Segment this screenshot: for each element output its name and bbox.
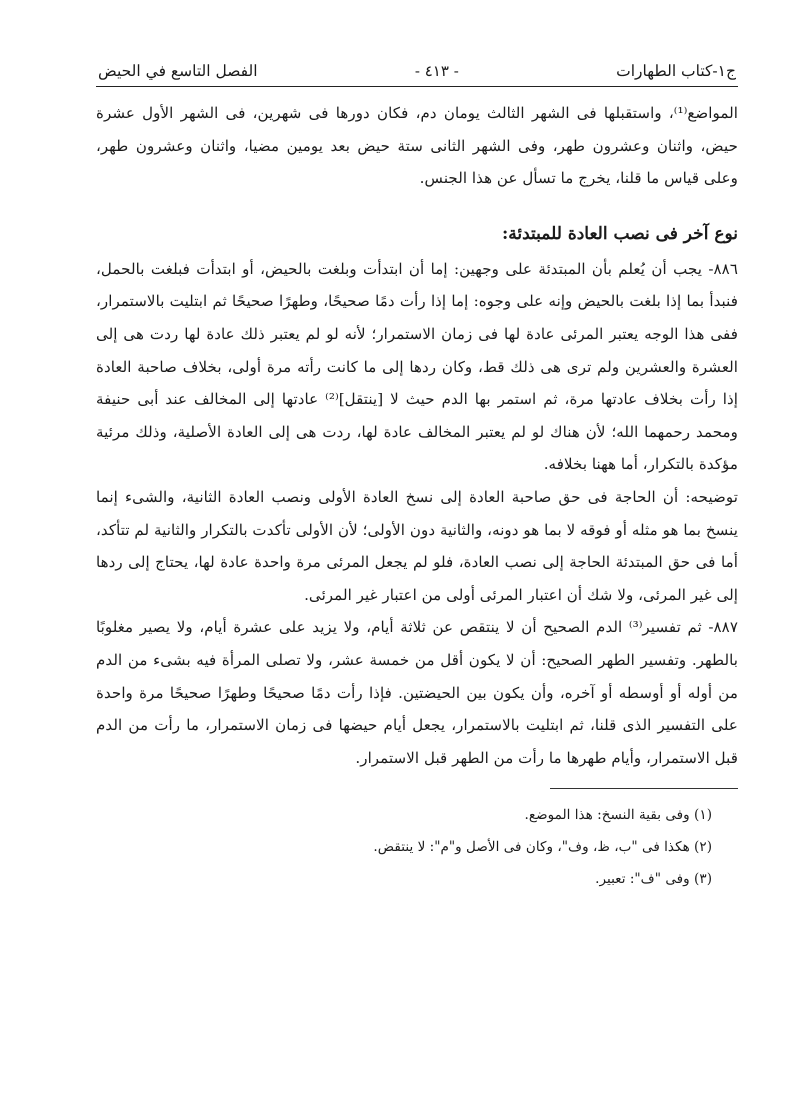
paragraph-887: ٨٨٧- ثم تفسير⁽³⁾ الدم الصحيح أن لا ينتقص عن ثلاثة أيام، ولا يزيد على عشرة أيام، ولا يصير مغلوبًا بالطهر. وتفسير الطهر الصحيح: أن لا يكون أقل من خمسة عشر، ولا تصلى المرأة فيه بشىء من الدم من أوله أو أوسطه أو آخره، وأن يكون بين الحيضتين. فإذا رأت دمًا صحيحًا وطهرًا صحيحًا مرة واحدة على التفسير الذى قلنا، ثم ابتليت بالاستمرار، يجعل أيام حيضها فى زمان الاستمرار، ما رأت من الدم قبل الاستمرار، وأيام طهرها ما رأت من الطهر قبل الاستمرار. <box>96 618 738 767</box>
book-title: ج١-كتاب الطهارات <box>616 62 736 80</box>
book-page <box>96 60 738 895</box>
paragraph-explanation: توضيحه: أن الحاجة فى حق صاحبة العادة إلى نسخ العادة الأولى ونصب العادة الثانية، والشىء إنما ينسخ بما هو مثله أو فوقه لا بما هو دونه، والثانية دون الأولى؛ لأن الأولى تأكدت بالتكرار والثانية لم تتأكد، أما فى حق المبتدئة الحاجة إلى نصب العادة، فلو لم يجعل المرئى مرة واحدة عادة لها، يحتاج إلى ردها إلى غير المرئى، ولا شك أن اعتبار المرئى أولى من اعتبار غير المرئى. <box>96 487 738 604</box>
footnote-3: (٣) وفى "ف": تعبير. <box>595 871 712 888</box>
footnote-2: (٢) هكذا فى "ب، ظ، وف"، وكان فى الأصل و"م": لا ينتقض. <box>373 839 712 856</box>
paragraph-886: ٨٨٦- يجب أن يُعلم بأن المبتدئة على وجهين: إما أن ابتدأت وبلغت بالحيض، أو ابتدأت فبلغت بالحمل، فنبدأ بما إذا بلغت بالحيض وإنه على وجوه: إما إذا رأت دمًا صحيحًا، وطهرًا صحيحًا ثم ابتليت بالاستمرار، ففى هذا الوجه يعتبر المرئى عادة لها فى زمان الاستمرار؛ لأنه لو لم يعتبر ذلك عادة لها ردت هى إلى العشرة والعشرين ولم ترى هى ذلك قط، وكان ردها إلى ما كانت رأته مرة أولى، بخلاف صاحبة العادة إذا رأت بخلاف عادتها مرة، ثم استمر بها الدم حيث لا [ينتقل]⁽²⁾ عادتها إلى المخالف عند أبى حنيفة ومحمد رحمهما الله؛ لأن هناك لو لم يعتبر المخالف عادة لها، ردت هى إلى العادة الأصلية، وذلك مرئية مؤكدة بالتكرار، أما ههنا بخلافه. <box>96 259 738 474</box>
page-number: - ٤١٣ - <box>414 62 459 80</box>
footnote-divider <box>550 788 738 789</box>
running-head <box>96 60 738 87</box>
section-heading: نوع آخر فى نصب العادة للمبتدئة: <box>501 223 738 244</box>
footnotes <box>96 799 738 895</box>
paragraph-intro: المواضع⁽¹⁾، واستقبلها فى الشهر الثالث يومان دم، فكان دورها فى شهرين، فى الشهر الأول عشرة حيض، واثنان وعشرون طهر، وفى الشهر الثانى ستة حيض بعد يومين مضيا، واثنان وعشرون طهر، وعلى قياس ما قلنا، يخرج ما تسأل عن هذا الجنس. <box>96 104 738 188</box>
main-text <box>96 97 738 774</box>
footnote-1: (١) وفى بقية النسخ: هذا الموضع. <box>524 807 712 824</box>
chapter-title: الفصل التاسع في الحيض <box>98 62 258 80</box>
